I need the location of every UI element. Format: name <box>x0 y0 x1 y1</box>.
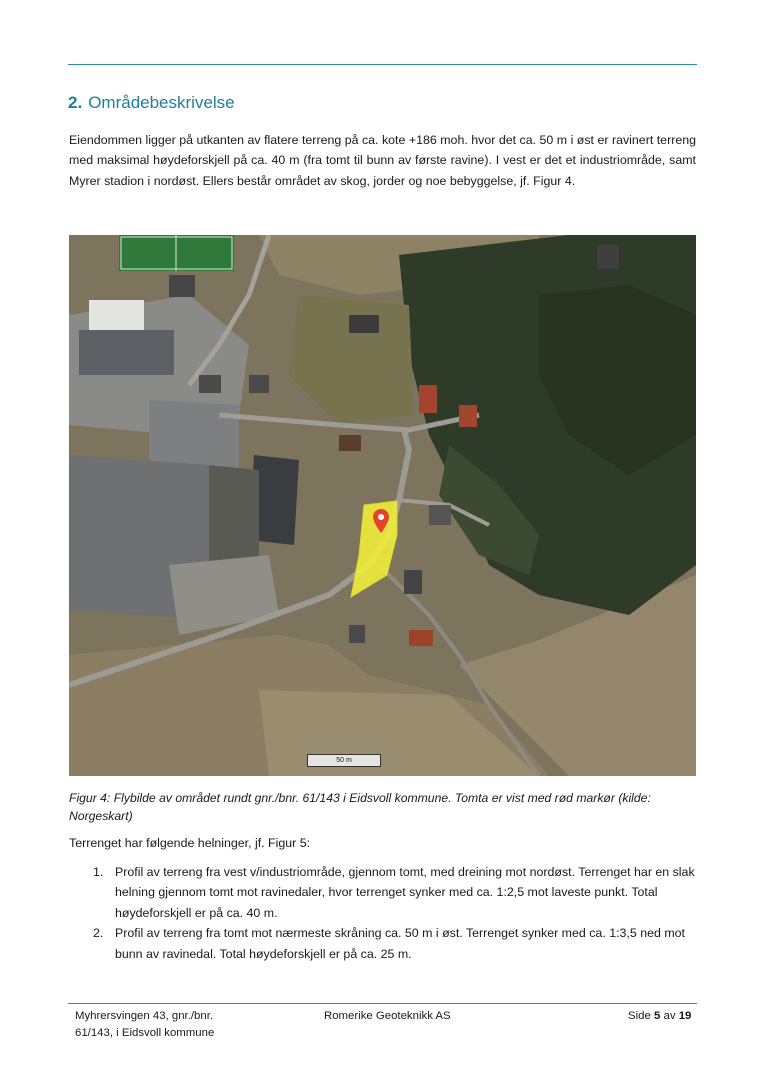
list-item <box>69 862 696 923</box>
page-total: 19 <box>678 1010 692 1022</box>
footer-company: Romerike Geoteknikk AS <box>324 1010 451 1022</box>
map-pin-icon <box>373 509 389 533</box>
page-current: 5 <box>653 1010 661 1022</box>
list-item-text: Profil av terreng fra vest v/industriområde, gjennom tomt, med dreining mot nordøst. Terrenget har en slak helning gjennom tomt mot ravinedaler, hvor terrenget synker med ca. 1:2,5 mot laveste punkt. Total høydeforskjell er på ca. 40 m. <box>115 865 695 920</box>
aerial-photo <box>69 235 696 776</box>
profile-list <box>69 862 696 964</box>
list-item-text: Profil av terreng fra tomt mot nærmeste skråning ca. 50 m i øst. Terrenget synker med ca. 1:3,5 ned mot bunn av ravinedal. Total høydeforskjell er på ca. 25 m. <box>115 926 685 961</box>
section-heading <box>68 93 235 113</box>
footer-address: Myhrersvingen 43, gnr./bnr. 61/143, i Eidsvoll kommune <box>75 1010 215 1039</box>
intro-paragraph: Eiendommen ligger på utkanten av flatere terreng på ca. kote +186 moh. hvor det ca. 50 m i øst er ravinert terreng med maksimal høydeforskjell på ca. 40 m (fra tomt til bunn av første ravine). I vest er det et industriområde, samt Myrer stadion i nordøst. Ellers består området av skog, jorder og noe bebyggelse, jf. Figur 4. <box>69 133 696 188</box>
scale-bar <box>307 754 381 767</box>
list-marker: 1. <box>93 865 104 879</box>
page-prefix: Side <box>628 1010 651 1022</box>
terrain-intro: Terrenget har følgende helninger, jf. Figur 5: <box>69 836 311 850</box>
section-title: Områdebeskrivelse <box>88 93 235 112</box>
section-number: 2. <box>68 93 83 112</box>
footer-rule <box>68 1003 697 1004</box>
list-item <box>69 923 696 964</box>
header-rule <box>68 64 697 65</box>
page-sep: av <box>663 1010 676 1022</box>
page-number <box>628 1008 691 1025</box>
scale-label: 50 m <box>336 757 352 764</box>
figure-caption: Figur 4: Flybilde av området rundt gnr./bnr. 61/143 i Eidsvoll kommune. Tomta er vist med rød markør (kilde: Norgeskart) <box>69 791 651 823</box>
list-marker: 2. <box>93 926 104 941</box>
